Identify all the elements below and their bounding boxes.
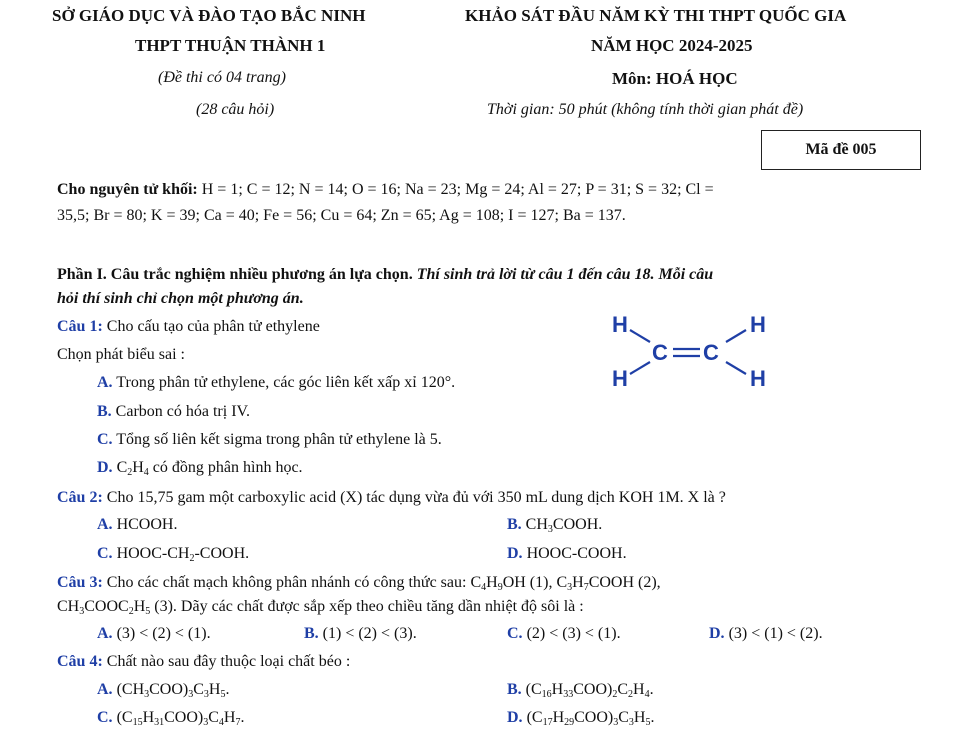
single-bond (726, 362, 746, 374)
option-label: A. (97, 516, 113, 533)
option-text: Tổng số liên kết sigma trong phân tử ethylene là 5. (116, 431, 442, 448)
question-count: (28 câu hỏi) (196, 101, 275, 118)
option-text: $(C_{17}H_{29}COO)_3C_3H_5$. (526, 709, 655, 728)
hydrogen-atom: H (750, 366, 766, 391)
q4-text: Chất nào sau đây thuộc loại chất béo : (106, 653, 351, 670)
option-text: $(C_{15}H_{31}COO)_3C_4H_7$. (116, 709, 245, 728)
q2-option-a[interactable] (97, 516, 177, 534)
exam-code-box (761, 130, 921, 170)
option-text: (2) < (3) < (1). (526, 625, 621, 642)
time-limit: Thời gian: 50 phút (không tính thời gian phát đề) (487, 101, 804, 118)
q4-label: Câu 4: (57, 653, 103, 670)
q2-text: Cho 15,75 gam một carboxylic acid (X) tác dụng vừa đủ với 350 mL dung dịch KOH 1M. X là ? (106, 489, 726, 506)
q1-text: Cho cấu tạo của phân tử ethylene (106, 318, 320, 335)
exam-title: KHẢO SÁT ĐẦU NĂM KỲ THI THPT QUỐC GIA (465, 6, 847, 25)
part1-instruction-2: hỏi thí sinh chỉ chọn một phương án. (57, 290, 304, 307)
q3-text2: $CH_3COOC_2H_5$ (3). Dãy các chất được sắp xếp theo chiều tăng dần nhiệt độ sôi là : (57, 598, 584, 617)
q2-option-b[interactable] (507, 516, 602, 534)
option-text: (3) < (2) < (1). (116, 625, 211, 642)
part1-instruction: Thí sinh trả lời từ câu 1 đến câu 18. Mỗi câu (416, 266, 714, 283)
option-text: (1) < (2) < (3). (322, 625, 417, 642)
q3-line1 (57, 574, 917, 592)
q4-stem (57, 653, 350, 671)
single-bond (630, 330, 650, 342)
q1-option-b[interactable] (97, 403, 250, 421)
option-text: HOOC-COOH. (526, 545, 627, 562)
q3-label: Câu 3: (57, 574, 103, 591)
q3-option-b[interactable] (304, 625, 417, 643)
q3-stem (57, 574, 917, 592)
atomic-mass-values-2: 35,5; Br = 80; K = 39; Ca = 40; Fe = 56; Cu = 64; Zn = 65; Ag = 108; I = 127; Ba = 137. (57, 207, 626, 224)
carbon-atom: C (652, 340, 668, 365)
q3-option-a[interactable] (97, 625, 211, 643)
q4-option-d[interactable] (507, 709, 654, 727)
option-label: C. (97, 431, 113, 448)
q1-label: Câu 1: (57, 318, 103, 335)
atomic-mass-values-1: H = 1; C = 12; N = 14; O = 16; Na = 23; Mg = 24; Al = 27; P = 31; S = 32; Cl = (201, 181, 714, 198)
ethylene-structure (600, 308, 780, 400)
q2-label: Câu 2: (57, 489, 103, 506)
option-label: D. (507, 545, 523, 562)
option-text: $(CH_3COO)_3C_3H_5$. (116, 681, 230, 700)
page-count: (Đề thi có 04 trang) (158, 69, 286, 86)
option-formula: $C_2H_4$ (116, 459, 149, 478)
atomic-mass-label: Cho nguyên tử khối: (57, 181, 198, 198)
option-label: B. (304, 625, 319, 642)
option-text: $CH_3COOH$. (525, 516, 603, 535)
option-label: A. (97, 625, 113, 642)
exam-code: Mã đề 005 (805, 141, 877, 158)
q1-prompt: Chọn phát biểu sai : (57, 346, 185, 363)
option-label: C. (97, 709, 113, 726)
option-text: HCOOH. (116, 516, 178, 533)
option-text: Trong phân tử ethylene, các góc liên kết xấp xỉ 120°. (116, 374, 456, 391)
atomic-mass-line1 (57, 181, 714, 199)
school-year: NĂM HỌC 2024-2025 (591, 36, 753, 55)
option-label: D. (97, 459, 113, 476)
option-label: B. (507, 681, 522, 698)
option-text: $(C_{16}H_{33}COO)_2C_2H_4$. (525, 681, 654, 700)
q3-text1: Cho các chất mạch không phân nhánh có công thức sau: $C_4H_9OH$ (1), $C_3H_7COOH$ (2), (106, 574, 661, 593)
single-bond (630, 362, 650, 374)
option-label: A. (97, 374, 113, 391)
option-label: A. (97, 681, 113, 698)
q2-option-d[interactable] (507, 545, 627, 563)
department-name: SỞ GIÁO DỤC VÀ ĐÀO TẠO BẮC NINH (52, 6, 366, 25)
q1-option-d[interactable] (97, 459, 303, 477)
hydrogen-atom: H (612, 312, 628, 337)
option-label: D. (709, 625, 725, 642)
part1-title: Phần I. Câu trắc nghiệm nhiều phương án lựa chọn. (57, 266, 413, 283)
single-bond (726, 330, 746, 342)
carbon-atom: C (703, 340, 719, 365)
option-label: C. (507, 625, 523, 642)
option-label: B. (507, 516, 522, 533)
subject: Môn: HOÁ HỌC (612, 69, 738, 88)
q3-option-d[interactable] (709, 625, 823, 643)
option-text: (3) < (1) < (2). (728, 625, 823, 642)
option-text: HOOC-$CH_2$-COOH. (116, 545, 250, 564)
q1-option-c[interactable] (97, 431, 442, 449)
q4-option-c[interactable] (97, 709, 244, 727)
part1-heading (57, 266, 713, 284)
school-name: THPT THUẬN THÀNH 1 (135, 36, 326, 55)
q1-stem (57, 318, 320, 336)
q4-option-a[interactable] (97, 681, 229, 699)
hydrogen-atom: H (750, 312, 766, 337)
q2-option-c[interactable] (97, 545, 249, 563)
q3-option-c[interactable] (507, 625, 621, 643)
option-text: có đồng phân hình học. (152, 459, 303, 476)
option-label: C. (97, 545, 113, 562)
q1-option-a[interactable] (97, 374, 455, 392)
q2-stem (57, 489, 726, 507)
option-label: D. (507, 709, 523, 726)
option-label: B. (97, 403, 112, 420)
option-text: Carbon có hóa trị IV. (115, 403, 251, 420)
hydrogen-atom: H (612, 366, 628, 391)
q4-option-b[interactable] (507, 681, 654, 699)
